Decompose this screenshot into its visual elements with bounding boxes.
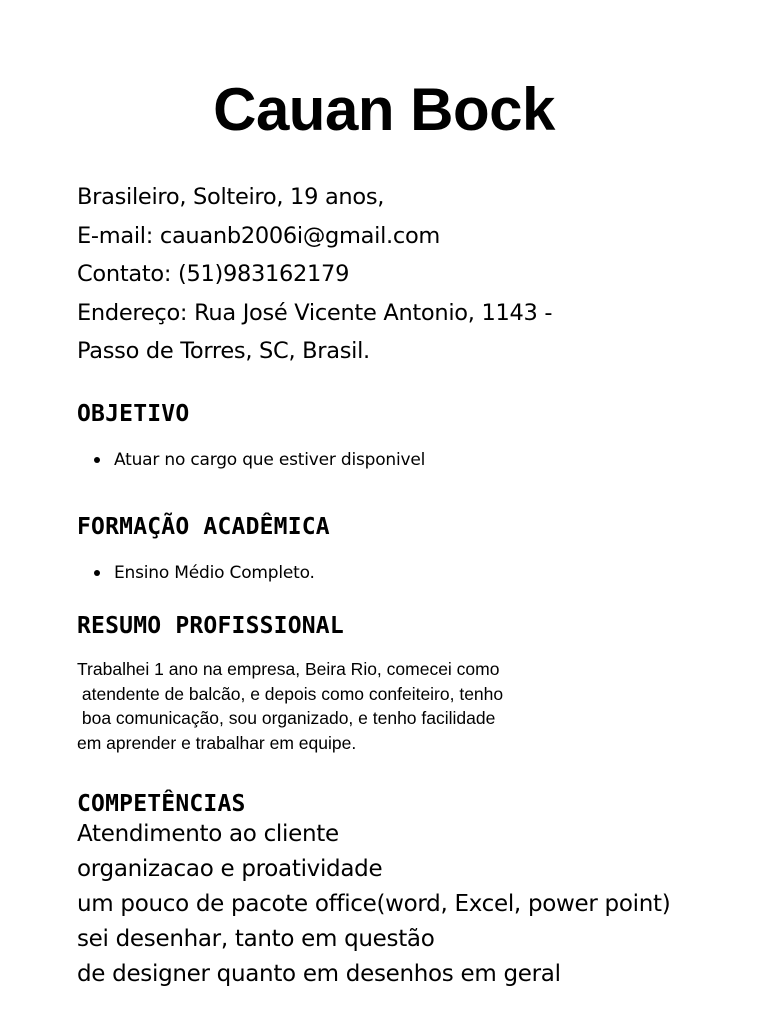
skill-line: organizacao e proatividade [77,856,383,882]
summary-line: Trabalhei 1 ano na empresa, Beira Rio, comecei como [77,659,500,679]
summary-text [77,657,637,755]
personal-info [77,178,717,371]
summary-heading: RESUMO PROFISSIONAL [77,613,344,639]
skill-line: um pouco de pacote office(word, Excel, power point) [77,891,671,917]
skill-line: de designer quanto em desenhos em geral [77,961,561,987]
personal-line-address: Endereço: Rua José Vicente Antonio, 1143 - [77,299,553,326]
objective-heading: OBJETIVO [77,401,190,427]
summary-line: boa comunicação, sou organizado, e tenho facilidade [77,708,496,728]
summary-line: em aprender e trabalhar em equipe. [77,732,357,753]
personal-line-city: Passo de Torres, SC, Brasil. [77,338,370,364]
personal-line-email: E-mail: cauanb2006i@gmail.com [77,222,441,249]
personal-line-nationality: Brasileiro, Solteiro, 19 anos, [77,184,385,210]
personal-line-contact: Contato: (51)983162179 [77,261,350,287]
candidate-name: Cauan Bock [213,76,555,143]
skills-heading: COMPETÊNCIAS [77,791,246,817]
education-item: Ensino Médio Completo. [77,561,315,585]
education-heading: FORMAÇÃO ACADÊMICA [77,514,330,540]
skill-line: sei desenhar, tanto em questão [77,926,435,952]
skills-list [77,817,757,992]
skill-line: Atendimento ao cliente [77,821,339,847]
education-list [77,561,315,585]
summary-line: atendente de balcão, e depois como confeiteiro, tenho [77,683,504,704]
objective-item: Atuar no cargo que estiver disponivel [77,448,425,472]
objective-list [77,448,425,472]
